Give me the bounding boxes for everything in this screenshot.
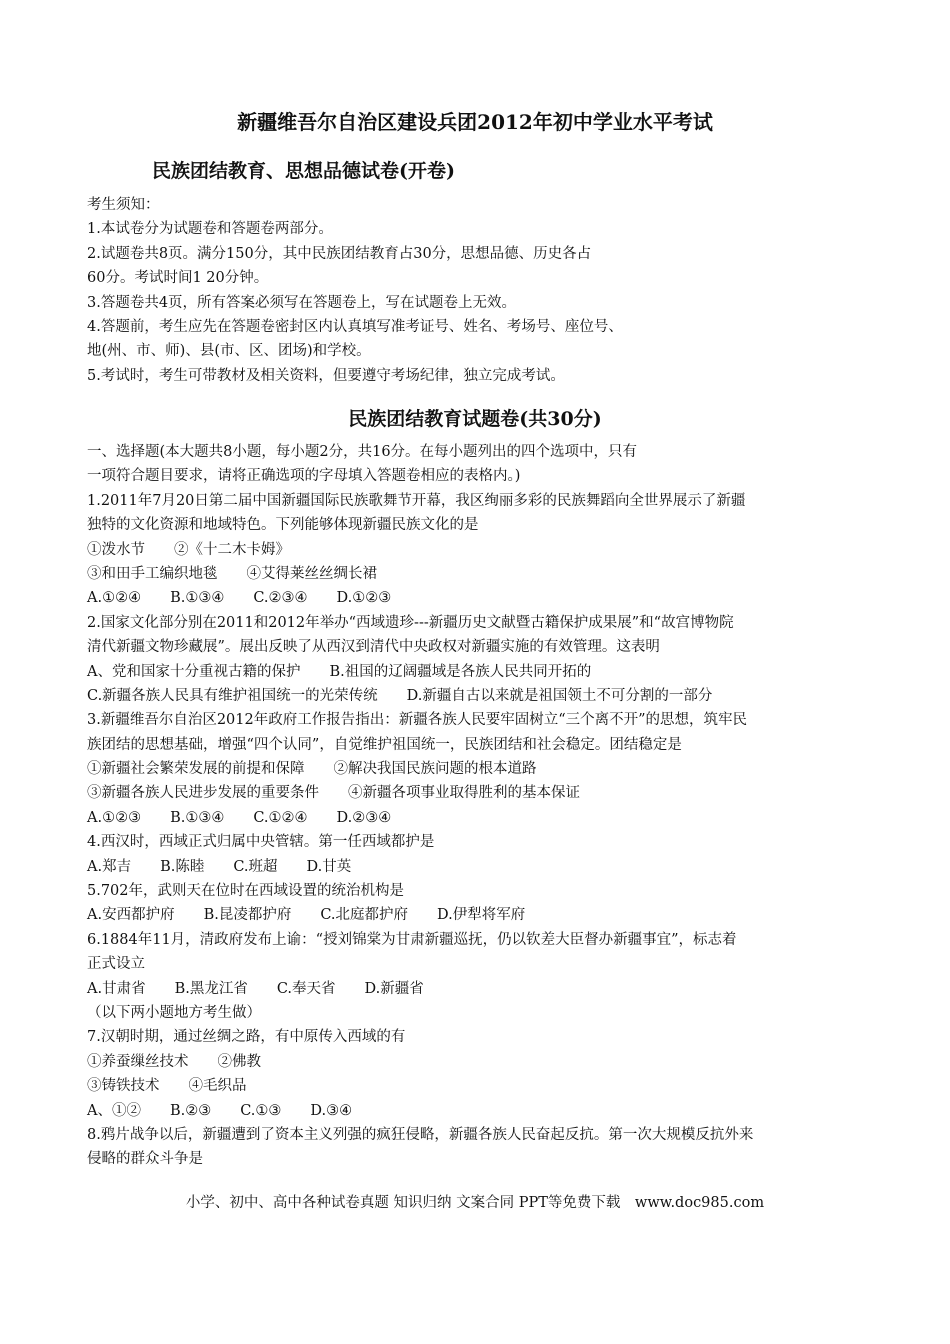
question-line: A、①② B.②③ C.①③ D.③④ [87, 1102, 353, 1119]
notice-line: 3.答题卷共4页，所有答案必须写在答题卷上，写在试题卷上无效。 [87, 294, 517, 311]
question-line: 6.1884年11月，清政府发布上谕：“授刘锦棠为甘肃新疆巡抚，仍以钦差大臣督办新疆事宜”，标志着 [87, 931, 737, 948]
question-line: 3.新疆维吾尔自治区2012年政府工作报告指出：新疆各族人民要牢固树立“三个离不开”的思想，筑牢民 [87, 712, 748, 729]
question-line: ①泼水节 ②《十二木卡姆》 [87, 541, 290, 558]
question-line: 7.汉朝时期，通过丝绸之路，有中原传入西域的有 [87, 1029, 406, 1046]
question-line: 正式设立 [87, 956, 145, 973]
notice-line: 1.本试卷分为试题卷和答题卷两部分。 [87, 221, 333, 238]
question-line: A、党和国家十分重视古籍的保护 B.祖国的辽阔疆域是各族人民共同开拓的 [87, 663, 592, 680]
question-line: 5.702年，武则天在位时在西域设置的统治机构是 [87, 883, 405, 900]
question-line: 独特的文化资源和地域特色。下列能够体现新疆民族文化的是 [87, 517, 479, 534]
notice-line: 2.试题卷共8页。满分150分，其中民族团结教育占30分，思想品德、历史各占 [87, 245, 592, 262]
question-line: A.①②③ B.①③④ C.①②④ D.②③④ [87, 809, 392, 826]
notice-line: 5.考试时，考生可带教材及相关资料，但要遵守考场纪律，独立完成考试。 [87, 367, 565, 384]
question-line: ①新疆社会繁荣发展的前提和保障 ②解决我国民族问题的根本道路 [87, 761, 537, 778]
notice-line: 60分。考试时间1 20分钟。 [87, 270, 269, 287]
footer-text: 小学、初中、高中各种试卷真题 知识归纳 文案合同 PPT等免费下载 www.doc985.com [185, 1195, 765, 1211]
question-line: ③铸铁技术 ④毛织品 [87, 1078, 247, 1095]
question-line: A.甘肃省 B.黑龙江省 C.奉天省 D.新疆省 [87, 980, 424, 997]
question-line: ③新疆各族人民进步发展的重要条件 ④新疆各项事业取得胜利的基本保证 [87, 785, 580, 802]
question-line: 侵略的群众斗争是 [87, 1151, 203, 1168]
page-subtitle: 民族团结教育、思想品德试卷(开卷) [152, 160, 455, 182]
notice-line: 考生须知： [87, 197, 160, 213]
question-line: ①养蚕缫丝技术 ②佛教 [87, 1053, 261, 1070]
question-line: （以下两小题地方考生做） [87, 1004, 261, 1021]
question-line: 8.鸦片战争以后，新疆遭到了资本主义列强的疯狂侵略，新疆各族人民奋起反抗。第一次大规模反抗外来 [87, 1126, 754, 1143]
notice-block [87, 193, 877, 388]
question-line: 2.国家文化部分别在2011和2012年举办“西域遗珍---新疆历史文献暨古籍保护成果展”和“故宫博物院 [87, 614, 734, 631]
notice-line: 4.答题前，考生应先在答题卷密封区内认真填写准考证号、姓名、考场号、座位号、 [87, 318, 623, 335]
question-line: 一、选择题(本大题共8小题，每小题2分，共16分。在每小题列出的四个选项中，只有 [87, 444, 638, 460]
question-line: A.①②④ B.①③④ C.②③④ D.①②③ [87, 590, 392, 607]
question-line: 1.2011年7月20日第二届中国新疆国际民族歌舞节开幕，我区绚丽多彩的民族舞蹈向全世界展示了新疆 [87, 492, 746, 509]
question-line: 4.西汉时，西域正式归属中央管辖。第一任西域都护是 [87, 834, 435, 851]
question-line: 一项符合题目要求，请将正确选项的字母填入答题卷相应的表格内。) [87, 468, 521, 485]
question-line: A.安西都护府 B.昆凌都护府 C.北庭都护府 D.伊犁将军府 [87, 907, 526, 924]
question-line: C.新疆各族人民具有维护祖国统一的光荣传统 D.新疆自古以来就是祖国领土不可分割的一部分 [87, 687, 713, 704]
question-line: ③和田手工编织地毯 ④艾得莱丝丝绸长裙 [87, 565, 377, 582]
notice-line: 地(州、市、师)、县(市、区、团场)和学校。 [87, 343, 371, 360]
question-line: 清代新疆文物珍藏展”。展出反映了从西汉到清代中央政权对新疆实施的有效管理。这表明 [87, 639, 660, 656]
questions-block [87, 440, 877, 1172]
page-title: 新疆维吾尔自治区建设兵团2012年初中学业水平考试 [237, 110, 713, 134]
section-title: 民族团结教育试题卷(共30分) [348, 408, 602, 430]
question-line: 族团结的思想基础，增强“四个认同”，自觉维护祖国统一，民族团结和社会稳定。团结稳定是 [87, 736, 682, 753]
question-line: A.郑吉 B.陈睦 C.班超 D.甘英 [87, 858, 352, 875]
